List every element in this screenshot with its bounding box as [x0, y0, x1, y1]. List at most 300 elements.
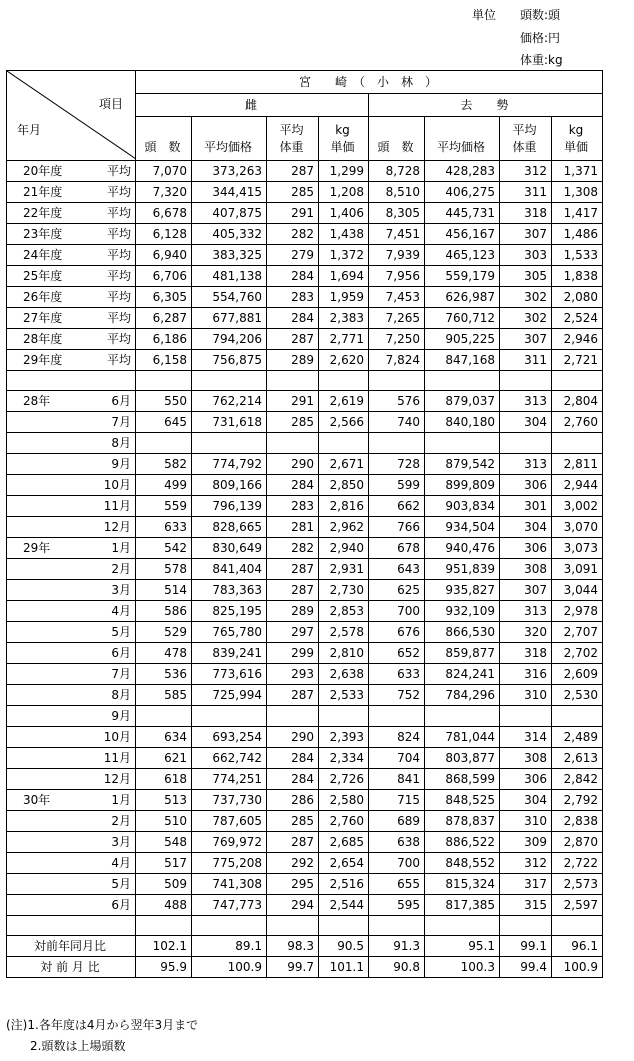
- column-header: [319, 117, 369, 161]
- row-period: 平均: [106, 290, 131, 304]
- table-cell: 633: [369, 664, 425, 685]
- row-period: 2月: [111, 814, 131, 828]
- table-cell: 302: [500, 308, 552, 329]
- table-cell: 428,283: [425, 161, 500, 182]
- table-cell: 306: [500, 475, 552, 496]
- table-cell: 312: [500, 853, 552, 874]
- table-cell: 2,931: [319, 559, 369, 580]
- column-header: [425, 117, 500, 161]
- row-period: 1月: [111, 793, 131, 807]
- table-cell: 841,404: [192, 559, 267, 580]
- row-year: [9, 853, 23, 873]
- table-cell: 2,940: [319, 538, 369, 559]
- row-period: 6月: [111, 898, 131, 912]
- table-cell: 309: [500, 832, 552, 853]
- table-cell: 859,877: [425, 643, 500, 664]
- row-label-cell: [7, 454, 136, 475]
- table-cell: [319, 706, 369, 727]
- ratio-cell: 100.9: [192, 957, 267, 978]
- table-row: [7, 643, 603, 664]
- row-label-cell: [7, 203, 136, 224]
- table-cell: [369, 916, 425, 936]
- row-label-cell: [7, 790, 136, 811]
- table-cell: 756,875: [192, 350, 267, 371]
- table-cell: 6,305: [136, 287, 192, 308]
- row-period: 平均: [106, 311, 131, 325]
- table-cell: 741,308: [192, 874, 267, 895]
- table-cell: [369, 433, 425, 454]
- table-row: [7, 622, 603, 643]
- table-cell: 2,620: [319, 350, 369, 371]
- diagonal-divider: [7, 71, 136, 159]
- table-cell: 313: [500, 601, 552, 622]
- table-cell: 2,946: [552, 329, 603, 350]
- table-row: [7, 559, 603, 580]
- row-period: 5月: [111, 625, 131, 639]
- table-cell: 3,073: [552, 538, 603, 559]
- table-cell: 634: [136, 727, 192, 748]
- table-cell: 787,605: [192, 811, 267, 832]
- table-cell: 284: [267, 308, 319, 329]
- column-header-bottom: 頭 数: [377, 139, 414, 154]
- table-cell: 373,263: [192, 161, 267, 182]
- row-label-cell: [7, 391, 136, 412]
- table-cell: 817,385: [425, 895, 500, 916]
- table-cell: 2,578: [319, 622, 369, 643]
- table-cell: 311: [500, 182, 552, 203]
- table-cell: 310: [500, 685, 552, 706]
- table-cell: [267, 433, 319, 454]
- table-cell: 478: [136, 643, 192, 664]
- table-cell: 783,363: [192, 580, 267, 601]
- table-cell: 2,489: [552, 727, 603, 748]
- row-period: 10月: [103, 478, 131, 492]
- ratio-cell: 91.3: [369, 936, 425, 957]
- ratio-cell: 99.1: [500, 936, 552, 957]
- row-label-cell: [7, 748, 136, 769]
- unit-weight: 体重:kg: [520, 53, 563, 67]
- table-cell: 6,940: [136, 245, 192, 266]
- table-cell: 2,978: [552, 601, 603, 622]
- table-cell: 291: [267, 203, 319, 224]
- table-cell: 737,730: [192, 790, 267, 811]
- table-cell: 8,728: [369, 161, 425, 182]
- table-cell: 407,875: [192, 203, 267, 224]
- table-row: [7, 601, 603, 622]
- table-cell: 752: [369, 685, 425, 706]
- column-header-bottom: 体重: [512, 139, 537, 154]
- table-cell: 2,804: [552, 391, 603, 412]
- row-label-cell: [7, 895, 136, 916]
- table-cell: 773,616: [192, 664, 267, 685]
- table-row: [7, 182, 603, 203]
- row-year: 27年度: [23, 311, 63, 325]
- row-year: 25年度: [23, 269, 63, 283]
- table-cell: 7,250: [369, 329, 425, 350]
- column-header-top: 平均: [512, 122, 537, 137]
- table-cell: 307: [500, 580, 552, 601]
- column-header: [500, 117, 552, 161]
- table-cell: 599: [369, 475, 425, 496]
- ratio-cell: 100.9: [552, 957, 603, 978]
- table-row: [7, 391, 603, 412]
- table-cell: 796,139: [192, 496, 267, 517]
- row-year: [9, 580, 23, 600]
- table-row: [7, 706, 603, 727]
- table-cell: 689: [369, 811, 425, 832]
- row-period: 11月: [103, 499, 131, 513]
- table-row: [7, 517, 603, 538]
- table-cell: 3,002: [552, 496, 603, 517]
- table-cell: 456,167: [425, 224, 500, 245]
- row-period: 2月: [111, 562, 131, 576]
- unit-price: 価格:円: [520, 31, 561, 45]
- ratio-cell: 95.1: [425, 936, 500, 957]
- table-cell: 301: [500, 496, 552, 517]
- row-year: [9, 643, 23, 663]
- table-cell: 2,760: [319, 811, 369, 832]
- table-cell: 2,816: [319, 496, 369, 517]
- table-cell: 3,091: [552, 559, 603, 580]
- table-cell: 2,721: [552, 350, 603, 371]
- table-cell: 878,837: [425, 811, 500, 832]
- row-year: [9, 454, 23, 474]
- row-year: [9, 664, 23, 684]
- table-cell: [192, 916, 267, 936]
- ratio-cell: 89.1: [192, 936, 267, 957]
- cattle-price-table: [6, 70, 603, 978]
- table-cell: 7,824: [369, 350, 425, 371]
- table-cell: 2,609: [552, 664, 603, 685]
- row-label-cell: [7, 224, 136, 245]
- table-cell: 1,406: [319, 203, 369, 224]
- table-cell: 2,810: [319, 643, 369, 664]
- row-label-cell: [7, 916, 136, 936]
- table-row: [7, 203, 603, 224]
- row-period: 12月: [103, 520, 131, 534]
- table-row: [7, 727, 603, 748]
- table-row: [7, 874, 603, 895]
- row-year: [9, 433, 23, 453]
- group-header-steer: 去 勢: [369, 94, 603, 117]
- table-cell: 283: [267, 287, 319, 308]
- table-row: [7, 853, 603, 874]
- row-label-cell: [7, 475, 136, 496]
- row-period: 1月: [111, 541, 131, 555]
- table-cell: 1,308: [552, 182, 603, 203]
- table-cell: 625: [369, 580, 425, 601]
- ratio-cell: 101.1: [319, 957, 369, 978]
- table-cell: 295: [267, 874, 319, 895]
- table-cell: 2,850: [319, 475, 369, 496]
- table-cell: 2,760: [552, 412, 603, 433]
- row-period: 9月: [111, 457, 131, 471]
- row-year: [9, 832, 23, 852]
- table-cell: [267, 916, 319, 936]
- table-cell: 289: [267, 601, 319, 622]
- table-cell: 317: [500, 874, 552, 895]
- table-cell: [192, 706, 267, 727]
- table-cell: 2,726: [319, 769, 369, 790]
- table-cell: 638: [369, 832, 425, 853]
- column-header-bottom: 単価: [563, 139, 588, 154]
- table-row: [7, 475, 603, 496]
- table-cell: 284: [267, 475, 319, 496]
- table-cell: 7,320: [136, 182, 192, 203]
- table-cell: 2,533: [319, 685, 369, 706]
- table-cell: 7,451: [369, 224, 425, 245]
- table-row: [7, 308, 603, 329]
- units-legend: [0, 0, 634, 70]
- ratio-cell: 96.1: [552, 936, 603, 957]
- row-period: 4月: [111, 856, 131, 870]
- table-cell: 6,678: [136, 203, 192, 224]
- table-cell: 1,417: [552, 203, 603, 224]
- table-cell: 704: [369, 748, 425, 769]
- table-cell: 2,730: [319, 580, 369, 601]
- row-year: [9, 559, 23, 579]
- row-year: [9, 811, 23, 831]
- row-period: 4月: [111, 604, 131, 618]
- row-year: 28年度: [23, 332, 63, 346]
- table-cell: [500, 706, 552, 727]
- table-row: [7, 769, 603, 790]
- row-period: 10月: [103, 730, 131, 744]
- table-cell: [136, 433, 192, 454]
- table-cell: 1,438: [319, 224, 369, 245]
- footnote-1: (注)1.各年度は4月から翌年3月まで: [6, 1018, 199, 1032]
- table-cell: 645: [136, 412, 192, 433]
- ratio-label: 対前年同月比: [7, 936, 136, 957]
- region-header: 宮 崎 （ 小 林 ）: [136, 71, 603, 94]
- row-label-cell: [7, 161, 136, 182]
- table-cell: 291: [267, 391, 319, 412]
- row-year: 29年: [23, 541, 51, 555]
- table-cell: 677,881: [192, 308, 267, 329]
- table-cell: 775,208: [192, 853, 267, 874]
- row-year: 26年度: [23, 290, 63, 304]
- table-cell: 2,544: [319, 895, 369, 916]
- table-cell: 405,332: [192, 224, 267, 245]
- table-cell: 655: [369, 874, 425, 895]
- row-label-cell: [7, 538, 136, 559]
- table-cell: 847,168: [425, 350, 500, 371]
- table-cell: 6,186: [136, 329, 192, 350]
- table-cell: 287: [267, 161, 319, 182]
- table-cell: 2,383: [319, 308, 369, 329]
- row-period: 7月: [111, 667, 131, 681]
- row-period: 8月: [111, 436, 131, 450]
- row-year: [9, 517, 23, 537]
- row-header-label: 項目: [98, 97, 123, 111]
- table-cell: 514: [136, 580, 192, 601]
- table-cell: [500, 916, 552, 936]
- row-year: 21年度: [23, 185, 63, 199]
- table-cell: 2,685: [319, 832, 369, 853]
- table-cell: 2,530: [552, 685, 603, 706]
- table-cell: 765,780: [192, 622, 267, 643]
- table-cell: 559,179: [425, 266, 500, 287]
- table-cell: 643: [369, 559, 425, 580]
- table-cell: 344,415: [192, 182, 267, 203]
- row-period: 平均: [106, 206, 131, 220]
- row-year: 24年度: [23, 248, 63, 262]
- table-cell: 2,393: [319, 727, 369, 748]
- header-corner-cell: [7, 71, 136, 161]
- table-cell: 315: [500, 895, 552, 916]
- table-cell: 578: [136, 559, 192, 580]
- row-period: 平均: [106, 332, 131, 346]
- table-cell: 488: [136, 895, 192, 916]
- table-cell: [425, 433, 500, 454]
- table-cell: 282: [267, 224, 319, 245]
- table-cell: 868,599: [425, 769, 500, 790]
- table-cell: 287: [267, 580, 319, 601]
- table-cell: 940,476: [425, 538, 500, 559]
- table-cell: 899,809: [425, 475, 500, 496]
- table-cell: 2,792: [552, 790, 603, 811]
- row-period: 平均: [106, 353, 131, 367]
- ratio-row: [7, 957, 603, 978]
- table-cell: 7,070: [136, 161, 192, 182]
- table-cell: 499: [136, 475, 192, 496]
- table-cell: 517: [136, 853, 192, 874]
- table-cell: 6,128: [136, 224, 192, 245]
- table-cell: 2,566: [319, 412, 369, 433]
- table-cell: [425, 916, 500, 936]
- table-row: [7, 916, 603, 936]
- row-year: [9, 412, 23, 432]
- table-cell: 302: [500, 287, 552, 308]
- table-cell: 6,287: [136, 308, 192, 329]
- row-year: 28年: [23, 394, 51, 408]
- row-year: 29年度: [23, 353, 63, 367]
- row-period: 6月: [111, 394, 131, 408]
- row-period: 平均: [106, 269, 131, 283]
- table-cell: 824: [369, 727, 425, 748]
- column-header-top: kg: [335, 122, 350, 137]
- table-cell: 287: [267, 559, 319, 580]
- table-cell: 290: [267, 727, 319, 748]
- row-year: [9, 769, 23, 789]
- table-cell: 308: [500, 559, 552, 580]
- table-cell: 1,299: [319, 161, 369, 182]
- table-cell: 618: [136, 769, 192, 790]
- table-cell: 1,372: [319, 245, 369, 266]
- table-cell: 740: [369, 412, 425, 433]
- row-label-cell: [7, 517, 136, 538]
- table-cell: 289: [267, 350, 319, 371]
- table-cell: 830,649: [192, 538, 267, 559]
- column-header-bottom: 頭 数: [144, 139, 181, 154]
- row-period: 平均: [106, 164, 131, 178]
- table-cell: 905,225: [425, 329, 500, 350]
- table-cell: [425, 371, 500, 391]
- table-cell: 559: [136, 496, 192, 517]
- table-cell: 304: [500, 517, 552, 538]
- table-cell: [369, 706, 425, 727]
- table-row: [7, 350, 603, 371]
- table-cell: 2,580: [319, 790, 369, 811]
- table-cell: 2,722: [552, 853, 603, 874]
- table-row: [7, 496, 603, 517]
- table-row: [7, 538, 603, 559]
- table-cell: 762,214: [192, 391, 267, 412]
- table-row: [7, 454, 603, 475]
- row-label-cell: [7, 643, 136, 664]
- row-label-cell: [7, 287, 136, 308]
- table-cell: 815,324: [425, 874, 500, 895]
- table-cell: 700: [369, 601, 425, 622]
- table-cell: 652: [369, 643, 425, 664]
- table-cell: 287: [267, 685, 319, 706]
- row-year: [9, 496, 23, 516]
- table-cell: 784,296: [425, 685, 500, 706]
- table-cell: 383,325: [192, 245, 267, 266]
- table-cell: 934,504: [425, 517, 500, 538]
- row-label-cell: [7, 853, 136, 874]
- table-cell: 318: [500, 643, 552, 664]
- table-cell: 509: [136, 874, 192, 895]
- table-cell: 774,251: [192, 769, 267, 790]
- table-cell: 769,972: [192, 832, 267, 853]
- row-period: 3月: [111, 583, 131, 597]
- table-cell: 2,597: [552, 895, 603, 916]
- row-label-cell: [7, 622, 136, 643]
- table-cell: [136, 371, 192, 391]
- table-cell: 292: [267, 853, 319, 874]
- table-row: [7, 224, 603, 245]
- table-cell: 308: [500, 748, 552, 769]
- table-cell: 725,994: [192, 685, 267, 706]
- table-cell: 828,665: [192, 517, 267, 538]
- table-cell: 313: [500, 454, 552, 475]
- table-cell: 2,619: [319, 391, 369, 412]
- table-cell: 932,109: [425, 601, 500, 622]
- table-cell: 2,638: [319, 664, 369, 685]
- table-cell: 6,158: [136, 350, 192, 371]
- column-header-bottom: 平均価格: [203, 139, 252, 154]
- row-label-cell: [7, 412, 136, 433]
- table-cell: 285: [267, 412, 319, 433]
- table-cell: 8,305: [369, 203, 425, 224]
- table-cell: 781,044: [425, 727, 500, 748]
- table-row: [7, 266, 603, 287]
- row-period: 8月: [111, 688, 131, 702]
- table-cell: 879,037: [425, 391, 500, 412]
- table-cell: [136, 916, 192, 936]
- table-cell: 303: [500, 245, 552, 266]
- table-cell: 7,939: [369, 245, 425, 266]
- table-cell: 2,771: [319, 329, 369, 350]
- row-year: [9, 874, 23, 894]
- table-cell: 8,510: [369, 182, 425, 203]
- table-cell: 731,618: [192, 412, 267, 433]
- table-row: [7, 895, 603, 916]
- row-year: [9, 748, 23, 768]
- table-cell: 662: [369, 496, 425, 517]
- row-period: 平均: [106, 227, 131, 241]
- table-row: [7, 685, 603, 706]
- group-header-female: 雌: [136, 94, 369, 117]
- row-label-cell: [7, 601, 136, 622]
- table-cell: 306: [500, 538, 552, 559]
- table-cell: 824,241: [425, 664, 500, 685]
- table-cell: 662,742: [192, 748, 267, 769]
- row-label-cell: [7, 664, 136, 685]
- row-label-cell: [7, 832, 136, 853]
- table-cell: 676: [369, 622, 425, 643]
